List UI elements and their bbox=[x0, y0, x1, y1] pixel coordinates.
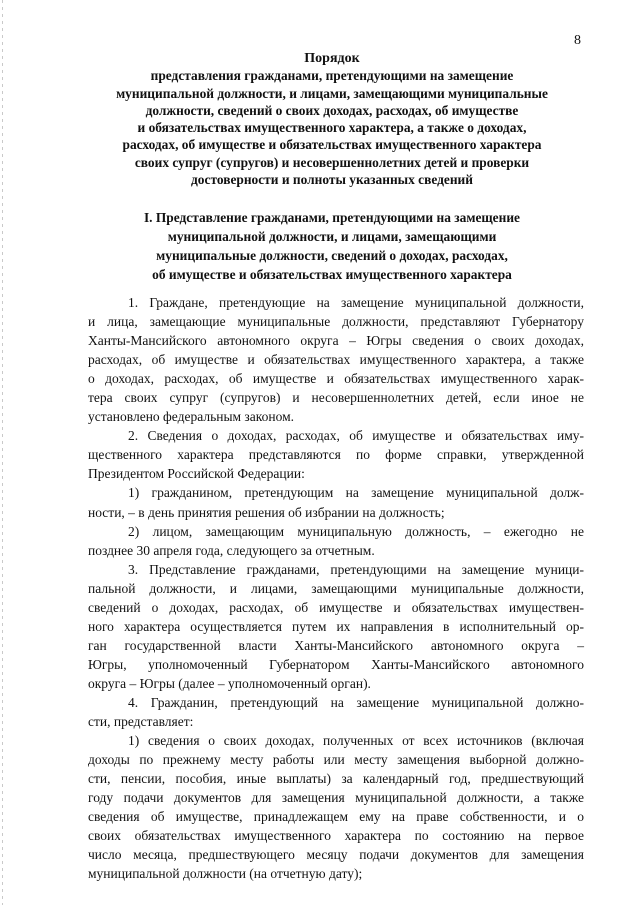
title-line: достоверности и полноты указанных сведений bbox=[191, 172, 473, 188]
paragraph-3-line: Югры, уполномоченный Губернатором Ханты-Мансийского автономного bbox=[88, 656, 584, 672]
paragraph-3-line: ного характера осуществляется путем их направления в исполнительный ор- bbox=[88, 618, 584, 634]
body-text bbox=[88, 293, 584, 883]
paragraph-1-line: 1. Граждане, претендующие на замещение муниципальной должности, bbox=[128, 295, 584, 310]
item-4-1-line: 1) сведения о своих доходах, полученных от всех источников (включая bbox=[128, 733, 584, 749]
paragraph-2-line: 2. Сведения о доходах, расходах, об имуществе и обязательствах иму- bbox=[128, 428, 584, 444]
scan-edge bbox=[2, 0, 3, 905]
paragraph-4-line: сти, представляет: bbox=[88, 714, 194, 730]
paragraph-1-line: о доходах, расходах, об имуществе и обязательствах имущественного харак- bbox=[88, 371, 584, 387]
paragraph-3-line: округа – Югры (далее – уполномоченный орган). bbox=[88, 675, 371, 691]
item-4-1-line: доходы по прежнему месту работы или месту замещения выборной должно- bbox=[88, 752, 584, 768]
paragraph-1-line: тера своих супруг (супругов) и несовершеннолетних детей, если иное не bbox=[88, 390, 584, 406]
item-4-1-line: сти, пенсии, пособия, иные выплаты) за календарный год, предшествующий bbox=[88, 771, 584, 787]
item-2-1-line: 1) гражданином, претендующим на замещение муниципальной долж- bbox=[128, 485, 584, 501]
section-heading-line: муниципальной должности, и лицами, замещающими bbox=[167, 229, 497, 244]
paragraph-3-line: сведений о доходах, расходах, об имуществе и обязательствах имуществен- bbox=[88, 599, 584, 615]
item-2-2-line: 2) лицом, замещающим муниципальную должность, – ежегодно не bbox=[128, 523, 584, 539]
section-heading-line: I. Представление гражданами, претендующими на замещение bbox=[143, 210, 521, 225]
paragraph-3-line: 3. Представление гражданами, претендующими на замещение муници- bbox=[128, 561, 584, 577]
paragraph-3-line: ган государственной власти Ханты-Мансийского автономного округа – bbox=[88, 637, 584, 653]
paragraph-1-line: установлено федеральным законом. bbox=[88, 409, 295, 425]
title-line: и обязательствах имущественного характера, а также о доходах, bbox=[137, 120, 527, 136]
paragraph-2-line: Президентом Российской Федерации: bbox=[88, 466, 305, 482]
title-line: расходах, об имуществе и обязательствах имущественного характера bbox=[122, 137, 542, 153]
section-heading-line: муниципальные должности, сведений о доходах, расходах, bbox=[156, 248, 508, 263]
item-4-1-line: сведения об имуществе, принадлежащем ему на праве собственности, и о bbox=[88, 809, 584, 825]
title-line: Порядок bbox=[304, 51, 360, 66]
paragraph-2-line: щественного характера представляются по форме справки, утвержденной bbox=[88, 447, 584, 463]
page-number: 8 bbox=[574, 33, 581, 48]
item-4-1-line: своих обязательствах имущественного характера по состоянию на первое bbox=[88, 828, 584, 844]
paragraph-1-line: Ханты-Мансийского автономного округа – Югры сведения о своих доходах, bbox=[88, 333, 584, 349]
title-line: представления гражданами, претендующими на замещение bbox=[150, 68, 514, 84]
item-4-1-line: число месяца, предшествующего месяцу подачи документов для замещения bbox=[88, 847, 584, 863]
paragraph-4-line: 4. Гражданин, претендующий на замещение муниципальной должно- bbox=[128, 694, 584, 710]
document-title bbox=[82, 50, 582, 188]
paragraph-1-line: расходах, об имуществе и обязательствах имущественного характера, а также bbox=[88, 352, 584, 368]
section-heading-line: об имуществе и обязательствах имущественного характера bbox=[152, 267, 512, 282]
section-heading bbox=[82, 208, 582, 284]
paragraph-1-line: и лица, замещающие муниципальные должности, представляют Губернатору bbox=[88, 314, 584, 330]
item-4-1-line: году подачи документов для замещения муниципальной должности, а также bbox=[88, 790, 584, 806]
title-line: своих супруг (супругов) и несовершеннолетних детей и проверки bbox=[134, 154, 530, 170]
title-line: муниципальной должности, и лицами, замещающими муниципальные bbox=[116, 85, 548, 101]
item-4-1-line: муниципальной должности (на отчетную дату); bbox=[88, 866, 363, 882]
item-2-1-line: ности, – в день принятия решения об избрании на должность; bbox=[88, 504, 445, 520]
item-2-2-line: позднее 30 апреля года, следующего за отчетным. bbox=[88, 542, 375, 558]
paragraph-3-line: пальной должности, и лицами, замещающими муниципальные должности, bbox=[88, 580, 584, 596]
title-line: должности, сведений о своих доходах, расходах, об имуществе bbox=[145, 102, 519, 118]
